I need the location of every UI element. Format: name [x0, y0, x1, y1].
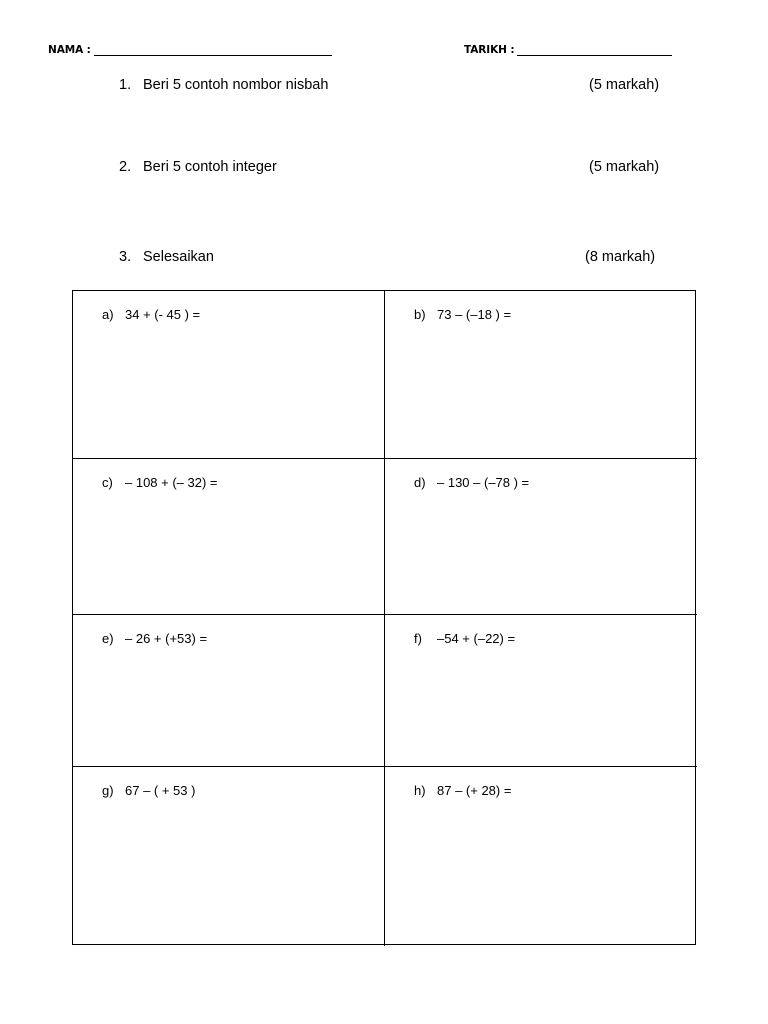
- problem-expression: 87 – (+ 28) =: [437, 783, 512, 798]
- problem-expression: 73 – (–18 ) =: [437, 307, 512, 322]
- answer-cell-b[interactable]: [385, 291, 697, 458]
- tarikh-label: TARIKH :: [464, 44, 515, 56]
- answer-cell-d[interactable]: [385, 458, 697, 614]
- answer-cell-a[interactable]: [73, 291, 385, 458]
- problem-label: g): [102, 783, 114, 798]
- question-2: [119, 159, 277, 175]
- nama-label: NAMA :: [48, 44, 91, 56]
- problem-g: [102, 783, 195, 798]
- question-1: [119, 77, 328, 93]
- problem-label: d): [414, 475, 426, 490]
- question-number: 2.: [119, 159, 132, 175]
- problem-c: [102, 475, 218, 490]
- answer-cell-e[interactable]: [73, 614, 385, 766]
- problem-label: f): [414, 631, 422, 646]
- question-number: 3.: [119, 249, 132, 265]
- question-marks: (5 markah): [589, 77, 660, 93]
- nama-blank-line[interactable]: [94, 44, 332, 56]
- problem-expression: 34 + (- 45 ) =: [125, 307, 201, 322]
- problem-h: [414, 783, 511, 798]
- tarikh-field[interactable]: [464, 44, 672, 56]
- problem-label: c): [102, 475, 113, 490]
- nama-field[interactable]: [48, 44, 332, 56]
- problem-e: [102, 631, 207, 646]
- problem-d: [414, 475, 529, 490]
- question-marks: (8 markah): [585, 249, 656, 265]
- answer-cell-g[interactable]: [73, 766, 385, 946]
- problem-expression: –54 + (–22) =: [437, 631, 516, 646]
- question-text: Selesaikan: [143, 249, 214, 265]
- problem-label: a): [102, 307, 114, 322]
- problem-expression: – 26 + (+53) =: [125, 631, 208, 646]
- problem-expression: – 130 – (–78 ) =: [437, 475, 530, 490]
- answer-cell-c[interactable]: [73, 458, 385, 614]
- question-marks: (5 markah): [589, 159, 660, 175]
- question-number: 1.: [119, 77, 132, 93]
- problem-a: [102, 307, 200, 322]
- answer-cell-h[interactable]: [385, 766, 697, 946]
- answer-cell-f[interactable]: [385, 614, 697, 766]
- problem-label: e): [102, 631, 114, 646]
- question-text: Beri 5 contoh nombor nisbah: [143, 77, 329, 93]
- tarikh-blank-line[interactable]: [517, 44, 672, 56]
- problem-b: [414, 307, 511, 322]
- question-text: Beri 5 contoh integer: [143, 159, 277, 175]
- answer-grid: [72, 290, 696, 945]
- problem-label: b): [414, 307, 426, 322]
- problem-expression: 67 – ( + 53 ): [125, 783, 196, 798]
- problem-expression: – 108 + (– 32) =: [125, 475, 218, 490]
- problem-f: [414, 631, 515, 646]
- problem-label: h): [414, 783, 426, 798]
- question-3: [119, 249, 214, 265]
